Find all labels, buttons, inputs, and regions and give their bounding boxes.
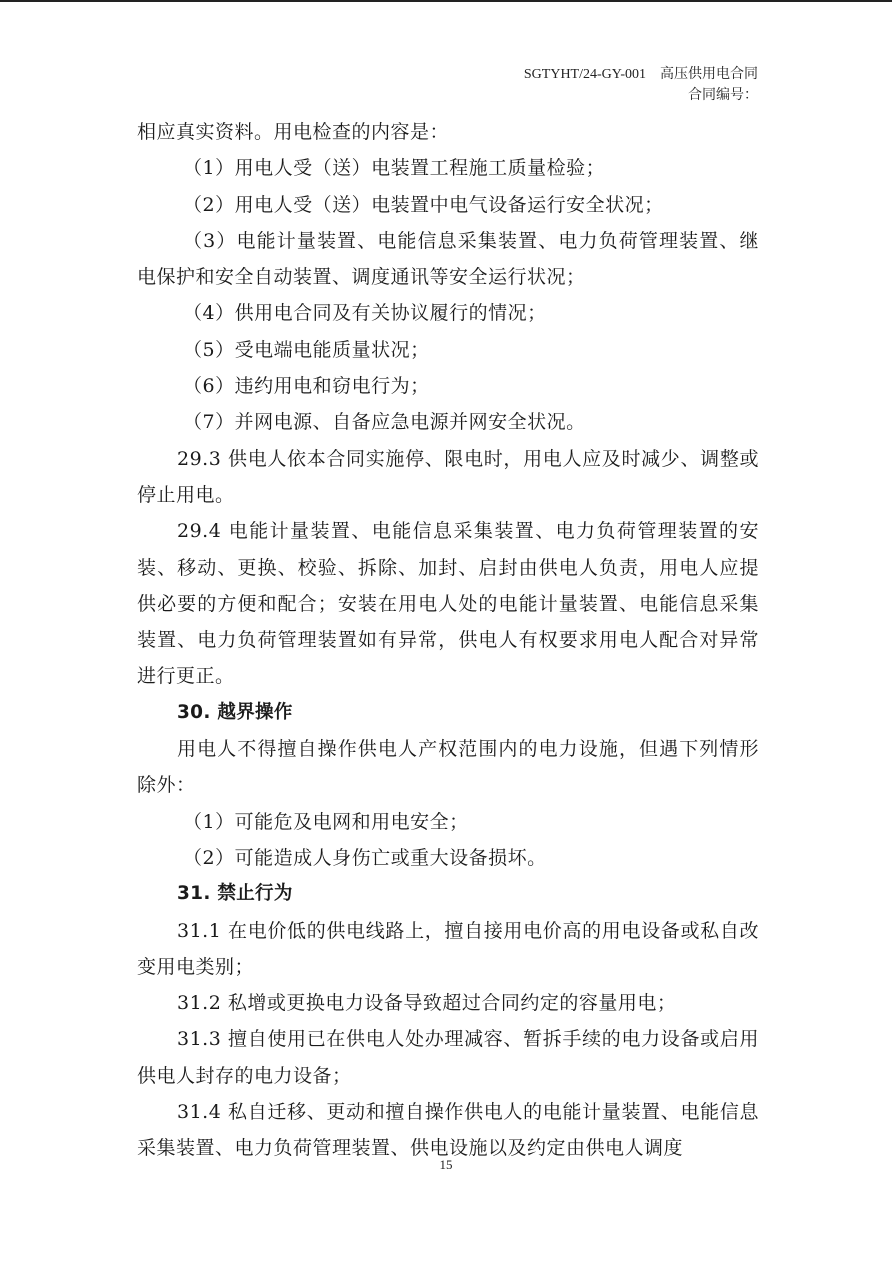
document-body <box>137 114 759 1167</box>
list-item: （3）电能计量装置、电能信息采集装置、电力负荷管理装置、继电保护和安全自动装置、调度通讯等安全运行状况； <box>137 229 759 289</box>
list-item: （1）用电人受（送）电装置工程施工质量检验； <box>183 157 606 180</box>
header-line-1 <box>524 64 758 85</box>
list-item: （2）可能造成人身伤亡或重大设备损坏。 <box>183 846 547 869</box>
page-number: 15 <box>439 1157 453 1172</box>
list-item: （6）违约用电和窃电行为； <box>183 375 430 398</box>
clause-29-4: 29.4 电能计量装置、电能信息采集装置、电力负荷管理装置的安装、移动、更换、校验、拆除、加封、启封由供电人负责，用电人应提供必要的方便和配合；安装在用电人处的电能计量装置、电能信息采集装置、电力负荷管理装置如有异常，供电人有权要求用电人配合对异常进行更正。 <box>137 520 759 688</box>
clause-31-4: 31.4 私自迁移、更动和擅自操作供电人的电能计量装置、电能信息采集装置、电力负荷管理装置、供电设施以及约定由供电人调度 <box>137 1101 759 1160</box>
list-item: （5）受电端电能质量状况； <box>183 338 430 361</box>
clause-31-2: 31.2 私增或更换电力设备导致超过合同约定的容量用电； <box>177 992 677 1015</box>
contract-number-label: 合同编号： <box>688 88 758 103</box>
section-heading-30: 30. 越界操作 <box>177 701 293 723</box>
clause-31-1: 31.1 在电价低的供电线路上，擅自接用电价高的用电设备或私自改变用电类别； <box>137 919 759 978</box>
clause-29-3: 29.3 供电人依本合同实施停、限电时，用电人应及时减少、调整或停止用电。 <box>137 447 759 506</box>
list-item: （1）可能危及电网和用电安全； <box>183 810 469 833</box>
document-code: SGTYHT/24-GY-001 <box>523 67 646 82</box>
page-header <box>524 64 758 106</box>
paragraph: 相应真实资料。用电检查的内容是： <box>137 121 450 143</box>
list-item: （4）供用电合同及有关协议履行的情况； <box>183 302 547 325</box>
page-top-border <box>0 0 892 2</box>
contract-title: 高压供用电合同 <box>660 67 758 82</box>
clause-31-3: 31.3 擅自使用已在供电人处办理减容、暂拆手续的电力设备或启用供电人封存的电力设备； <box>137 1028 759 1087</box>
list-item: （2）用电人受（送）电装置中电气设备运行安全状况； <box>183 193 664 216</box>
paragraph: 用电人不得擅自操作供电人产权范围内的电力设施，但遇下列情形除外： <box>137 738 759 797</box>
list-item: （7）并网电源、自备应急电源并网安全状况。 <box>183 411 586 434</box>
section-heading-31: 31. 禁止行为 <box>177 883 293 905</box>
